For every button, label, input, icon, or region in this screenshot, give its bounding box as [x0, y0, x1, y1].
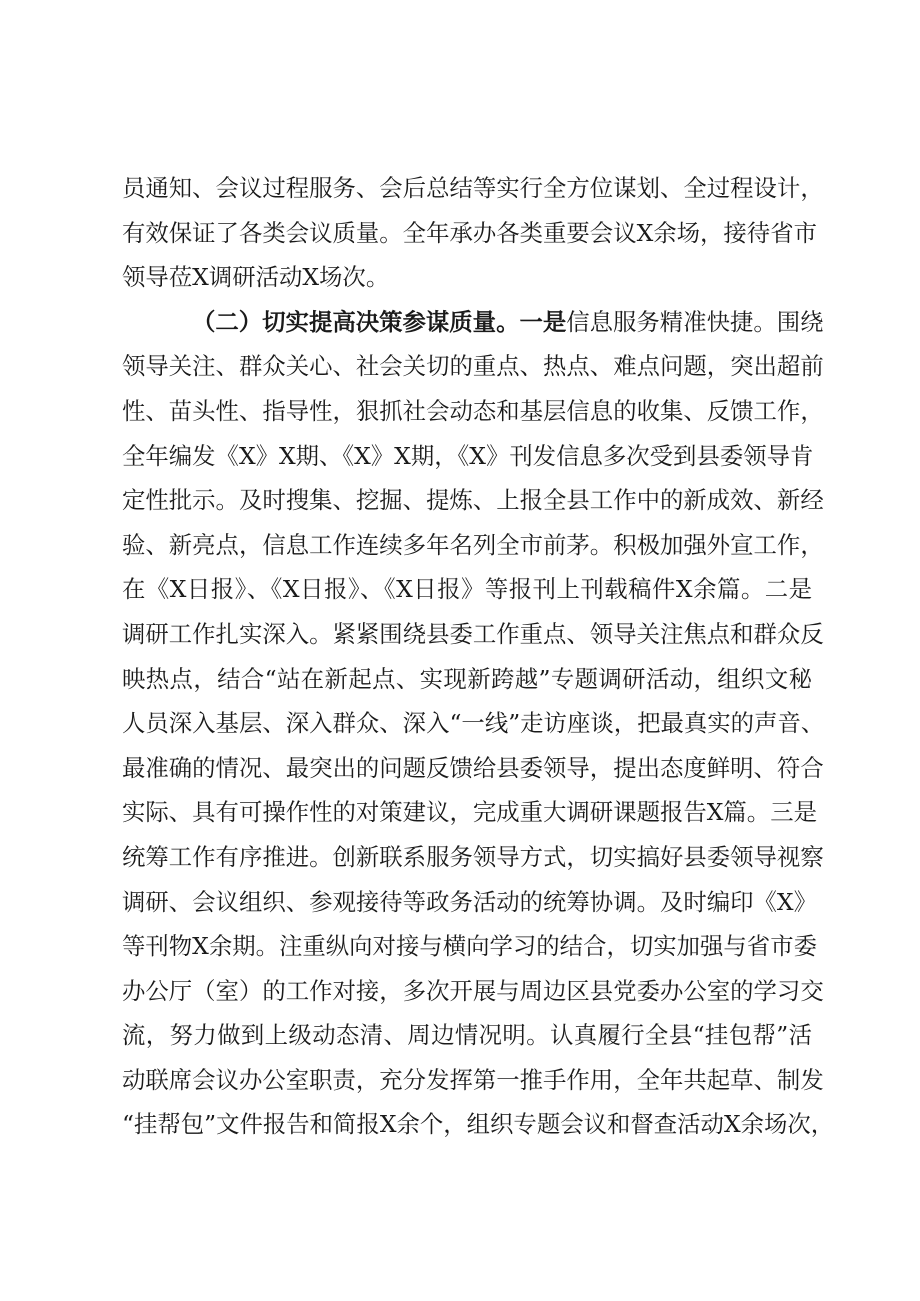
para2-line: 映热点，结合“站在新起点、实现新跨越”专题调研活动，组织文秘 — [122, 664, 812, 693]
para2-line: 办公厅（室）的工作对接，多次开展与周边区县党委办公室的学习交 — [122, 976, 824, 1005]
para2-line: 在《X日报》、《X日报》、《X日报》等报刊上刊载稿件X余篇。二是 — [122, 575, 812, 604]
para1-line-1: 员通知、会议过程服务、会后总结等实行全方位谋划、全过程设计， — [122, 174, 824, 202]
para2-line: 定性批示。及时搜集、挖掘、提炼、上报全县工作中的新成效、新经 — [122, 486, 824, 515]
item-one-lead: 一是 — [519, 307, 567, 336]
para2-line: 实际、具有可操作性的对策建议，完成重大调研课题报告X篇。三是 — [122, 798, 817, 827]
para2-first-line — [122, 300, 824, 345]
section-heading: （二）切实提高决策参谋质量。 — [192, 307, 520, 336]
para2-line: 流，努力做到上级动态清、周边情况明。认真履行全县“挂包帮”活 — [122, 1021, 812, 1050]
para2-line: 领导关注、群众关心、社会关切的重点、热点、难点问题，突出超前 — [122, 352, 824, 381]
document-body — [122, 166, 835, 1147]
para2-line: 人员深入基层、深入群众、深入“一线”走访座谈，把最真实的声音、 — [122, 709, 825, 738]
para1-line-2: 有效保证了各类会议质量。全年承办各类重要会议X余场，接待省市 — [122, 218, 817, 247]
para2-line: 最准确的情况、最突出的问题反馈给县委领导，提出态度鲜明、符合 — [122, 753, 824, 782]
para2-line: 性、苗头性、指导性，狠抓社会动态和基层信息的收集、反馈工作， — [122, 396, 824, 425]
para2-line: 调研工作扎实深入。紧紧围绕县委工作重点、领导关注焦点和群众反 — [122, 619, 824, 648]
para2-line: 验、新亮点，信息工作连续多年名列全市前茅。积极加强外宣工作， — [122, 530, 824, 559]
para2-line: 调研、会议组织、参观接待等政务活动的统筹协调。及时编印《X》 — [122, 887, 817, 916]
para2-line: “挂帮包”文件报告和简报X余个，组织专题会议和督查活动X余场次， — [122, 1110, 835, 1139]
para2-line: 全年编发《X》X期、《X》X期，《X》刊发信息多次受到县委领导肯 — [122, 441, 814, 470]
para2-line-1-rest: 信息服务精准快捷。围绕 — [566, 307, 824, 336]
para1-line-3: 领导莅X调研活动X场次。 — [122, 263, 390, 292]
para2-line: 等刊物X余期。注重纵向对接与横向学习的结合，切实加强与省市委 — [122, 932, 817, 961]
para2-line: 动联席会议办公室职责，充分发挥第一推手作用，全年共起草、制发 — [122, 1065, 824, 1094]
para2-line: 统筹工作有序推进。创新联系服务领导方式，切实搞好县委领导视察 — [122, 842, 824, 871]
